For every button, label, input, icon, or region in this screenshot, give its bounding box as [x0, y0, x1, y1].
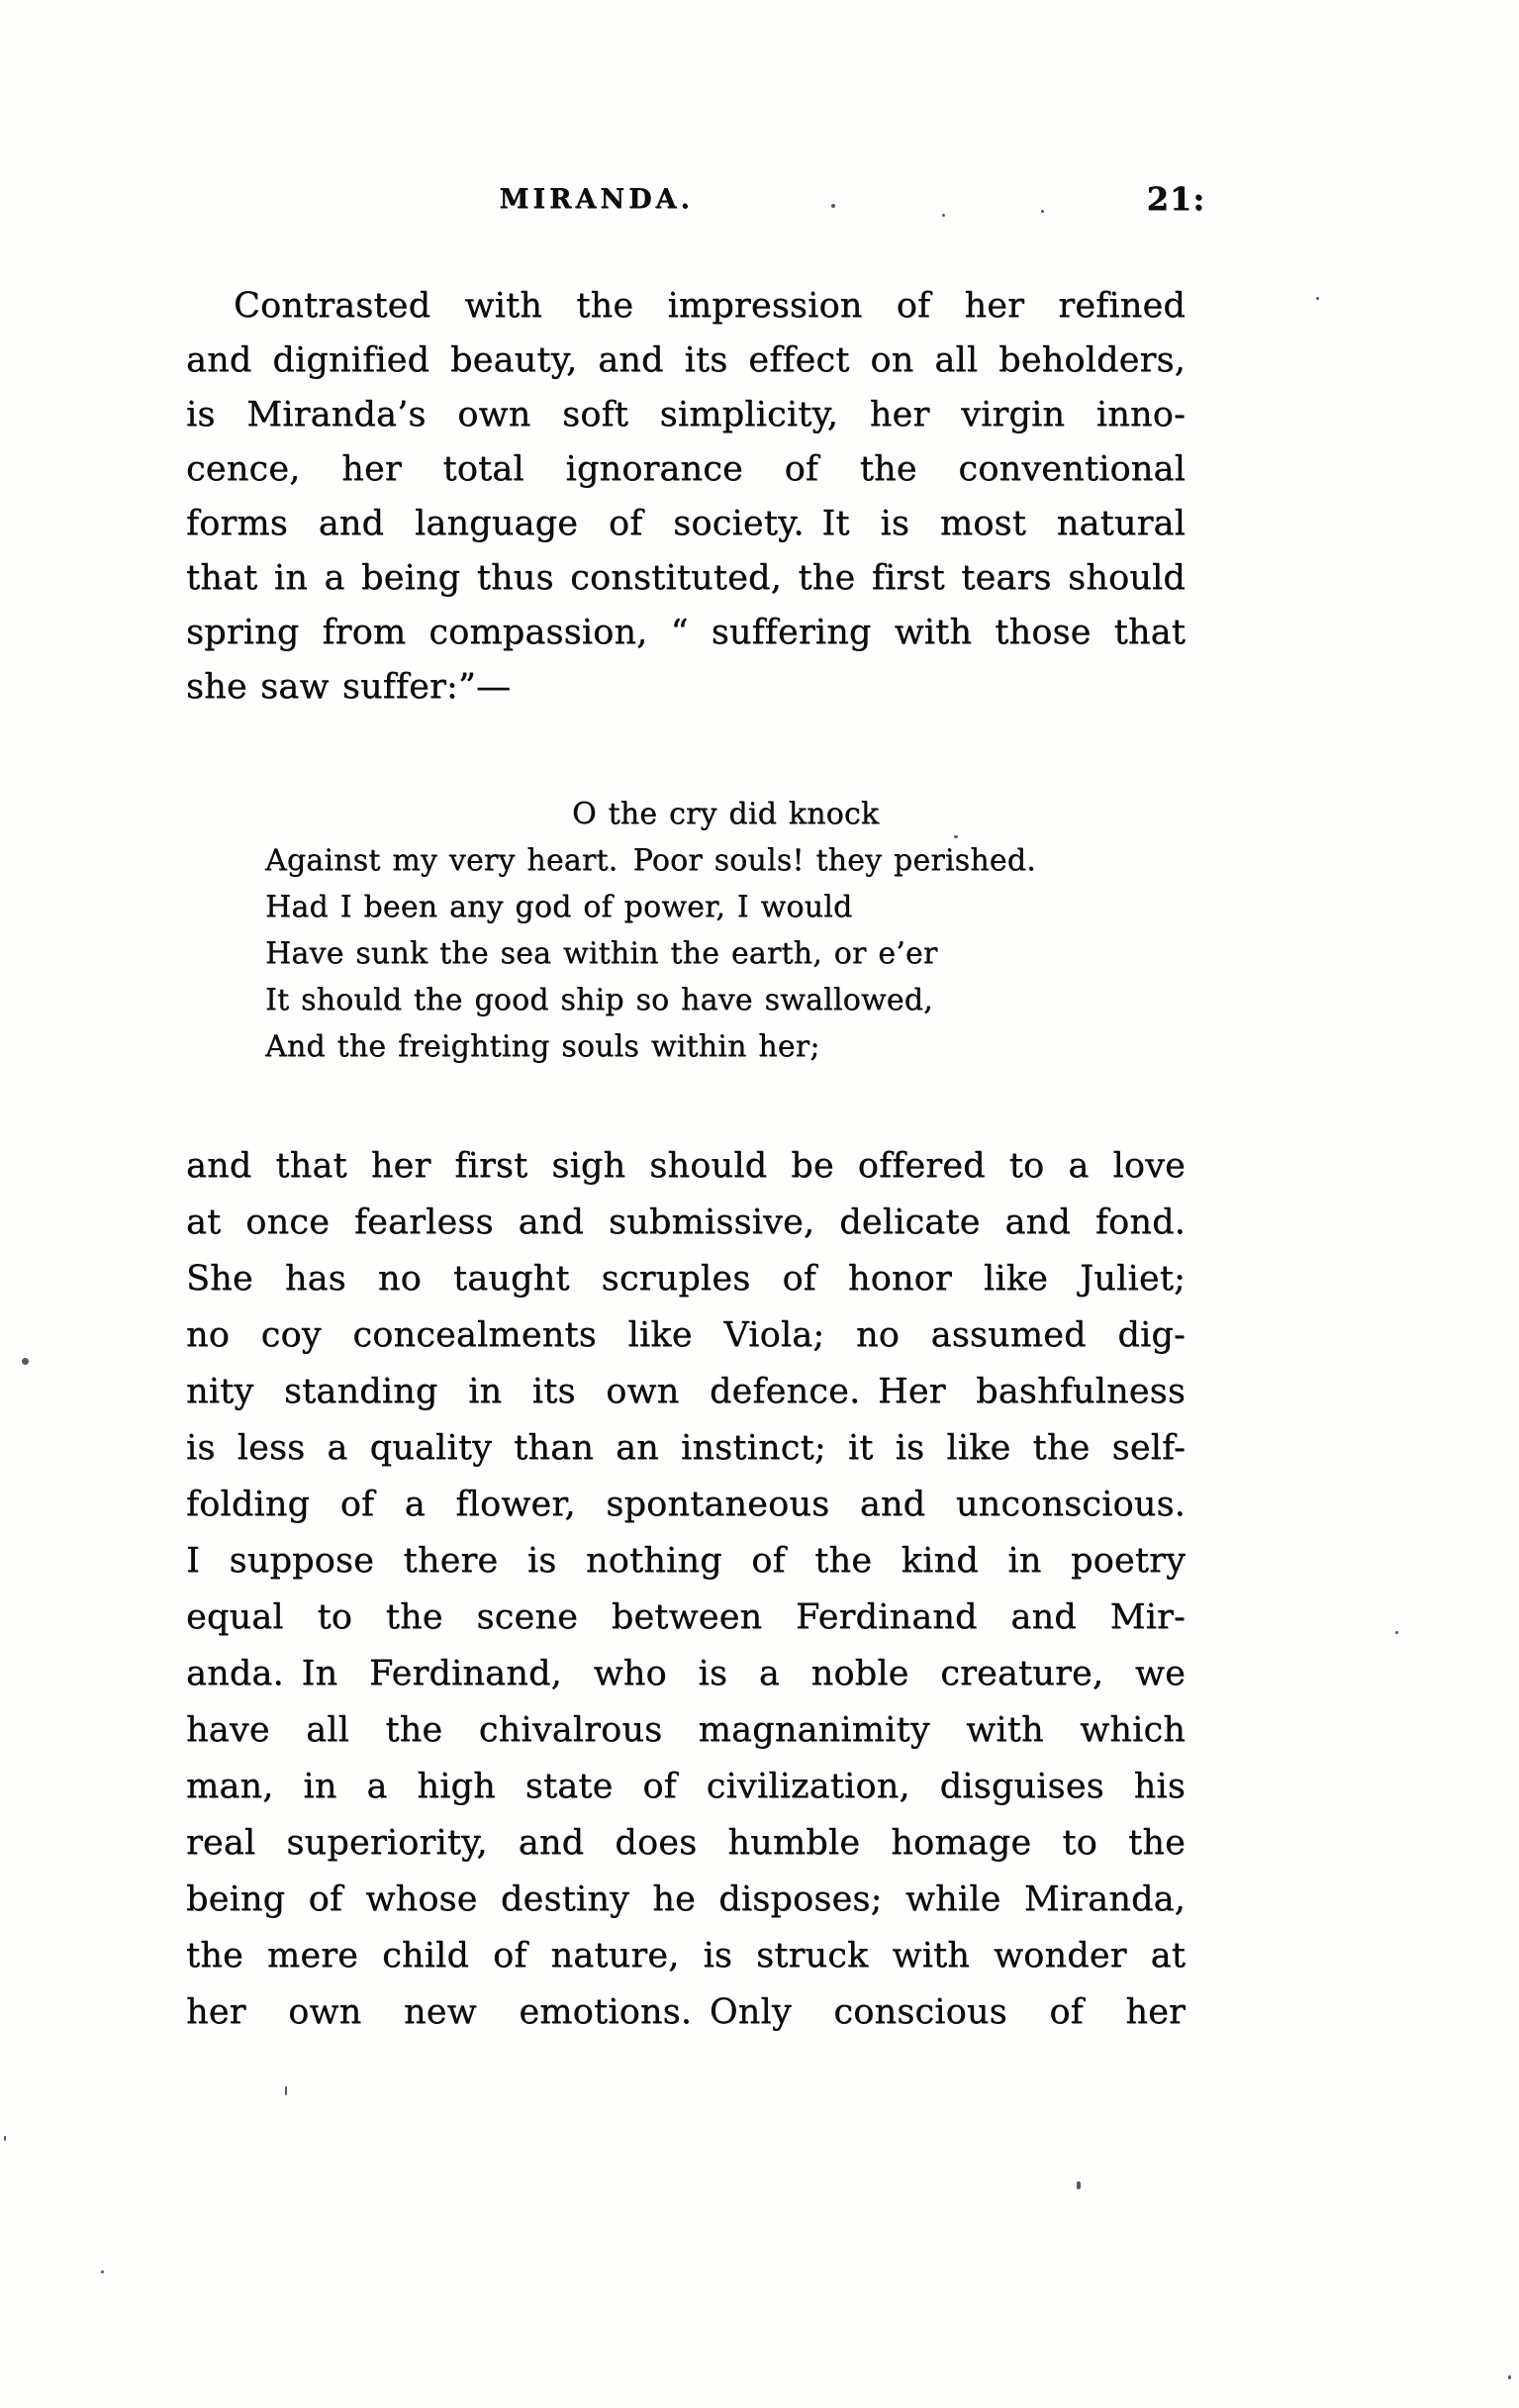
paragraph-1 [186, 279, 1186, 715]
text-line: nity standing in its own defence. Her bashfulness [186, 1372, 1186, 1411]
text-line: She has no taught scruples of honor like Juliet; [186, 1259, 1186, 1299]
text-line: equal to the scene between Ferdinand and Mir- [186, 1597, 1186, 1637]
text-line: and dignified beauty, and its effect on all beholders, [186, 340, 1186, 380]
text-line: the mere child of nature, is struck with wonder at [186, 1936, 1186, 1975]
page-number: 21: [1146, 180, 1205, 218]
scan-speckle [22, 1358, 29, 1365]
verse-line: It should the good ship so have swallowed, [265, 983, 933, 1017]
text-line: no coy concealments like Viola; no assumed dig- [186, 1315, 1186, 1355]
text-line: spring from compassion, “ suffering with those that [186, 613, 1186, 652]
verse-quotation [265, 791, 1195, 1070]
text-line: is less a quality than an instinct; it is like the self- [186, 1428, 1186, 1468]
text-line: real superiority, and does humble homage to the [186, 1823, 1186, 1863]
scan-speckle [4, 2136, 6, 2141]
verse-line: O the cry did knock [572, 797, 880, 831]
scan-speckle [942, 214, 945, 217]
scan-speckle [1041, 210, 1044, 213]
verse-line: Have sunk the sea within the earth, or e’er [265, 936, 938, 971]
page-header [186, 180, 1205, 228]
text-line: her own new emotions. Only conscious of her [186, 1992, 1186, 2032]
paragraph-2 [186, 1138, 1186, 2041]
text-line: that in a being thus constituted, the first tears should [186, 558, 1186, 598]
text-line: forms and language of society. It is most natural [186, 504, 1186, 543]
text-line: I suppose there is nothing of the kind in poetry [186, 1541, 1186, 1581]
text-line: being of whose destiny he disposes; while Miranda, [186, 1879, 1186, 1919]
text-line: cence, her total ignorance of the conventional [186, 449, 1186, 489]
text-line: have all the chivalrous magnanimity with which [186, 1710, 1186, 1750]
scan-speckle [831, 204, 835, 208]
verse-line: And the freighting souls within her; [265, 1029, 820, 1064]
text-line: anda. In Ferdinand, who is a noble creature, we [186, 1654, 1186, 1693]
scan-speckle [1316, 297, 1319, 300]
scan-speckle [1508, 2375, 1511, 2379]
running-title: MIRANDA. [499, 184, 694, 215]
scan-speckle [954, 835, 958, 838]
verse-line: Against my very heart. Poor souls! they perished. [265, 843, 1036, 878]
text-line: is Miranda’s own soft simplicity, her virgin inno- [186, 395, 1186, 434]
scan-speckle [285, 2086, 287, 2095]
text-line: she saw suffer:”— [186, 667, 512, 707]
text-line: and that her first sigh should be offered to a love [186, 1146, 1186, 1186]
verse-line: Had I been any god of power, I would [265, 890, 853, 924]
text-line: folding of a flower, spontaneous and unconscious. [186, 1485, 1186, 1524]
scan-speckle [1395, 1631, 1398, 1634]
scan-speckle [101, 2270, 104, 2273]
scan-speckle [1077, 2181, 1081, 2189]
text-line: Contrasted with the impression of her refined [234, 286, 1186, 326]
text-line: man, in a high state of civilization, disguises his [186, 1767, 1186, 1806]
text-line: at once fearless and submissive, delicate and fond. [186, 1203, 1186, 1242]
